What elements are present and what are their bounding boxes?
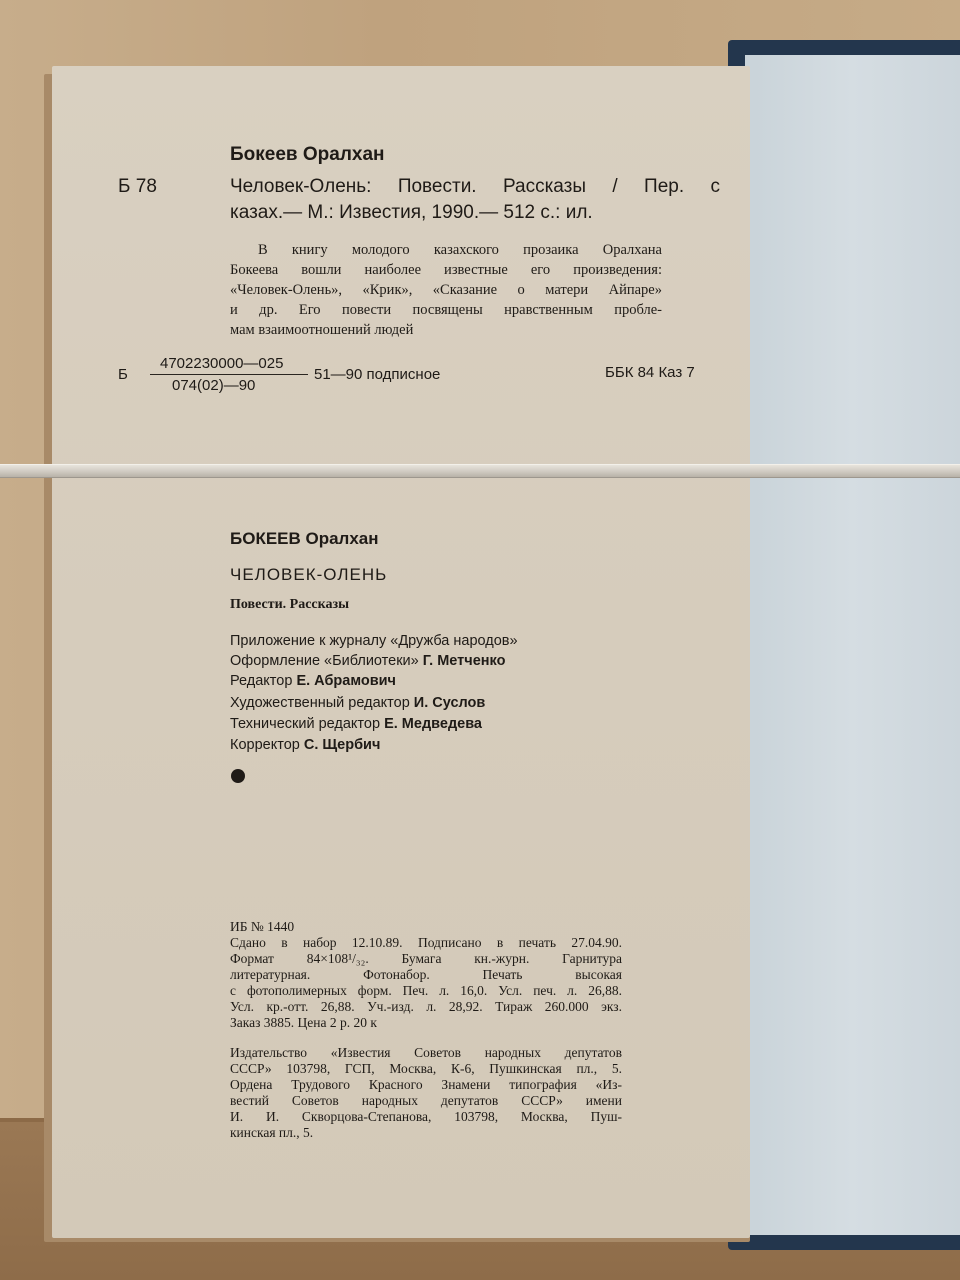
credit-role: Редактор [230, 673, 293, 689]
elastic-band [0, 464, 960, 478]
credit-role: Технический редактор [230, 716, 381, 732]
bibliographic-line-2: казах.— М.: Известия, 1990.— 512 с.: ил. [230, 202, 593, 223]
subscription-note: 51—90 подписное [314, 366, 441, 383]
credit-line [230, 653, 505, 669]
imprint-line: Заказ 3885. Цена 2 р. 20 к [230, 1015, 377, 1030]
imprint-line: Сдано в набор 12.10.89. Подписано в печать 27.04.90. [230, 935, 622, 950]
catalog-author: Бокеев Оралхан [230, 144, 385, 165]
credit-name: Е. Медведева [384, 716, 482, 732]
imprint-line: Усл. кр.-отт. 26,88. Уч.-изд. л. 28,92. Тираж 260.000 экз. [230, 999, 622, 1014]
bbk-index: ББК 84 Каз 7 [605, 364, 695, 381]
title-author [230, 529, 379, 549]
bullet-dot [231, 769, 245, 783]
imprint-line: литературная. Фотонабор. Печать высокая [230, 967, 622, 982]
credit-line [230, 716, 482, 732]
book-title: ЧЕЛОВЕК-ОЛЕНЬ [230, 565, 388, 584]
credit-role: Оформление «Библиотеки» [230, 653, 419, 669]
endpaper [745, 55, 960, 1235]
imprint-line: ИБ № 1440 [230, 919, 295, 934]
credit-name: Е. Абрамович [296, 673, 396, 689]
author-surname: БОКЕЕВ Оралхан [230, 529, 379, 548]
annotation-line: В книгу молодого казахского прозаика Оралхана [258, 242, 662, 258]
annotation-line: и др. Его повести посвящены нравственным пробле- [230, 302, 662, 318]
credit-name: Г. Метченко [422, 653, 506, 669]
annotation-line: «Человек-Олень», «Крик», «Сказание о матери Айпаре» [230, 282, 662, 298]
publisher-line: вестий Советов народных депутатов СССР» имени [230, 1093, 622, 1108]
credit-line [230, 737, 380, 753]
credit-line [230, 673, 396, 689]
publisher-line: Ордена Трудового Красного Знамени типография «Из- [230, 1077, 622, 1092]
credit-role: Приложение к журналу «Дружба народов» [230, 633, 518, 649]
credit-role: Художественный редактор [230, 695, 410, 711]
publisher-line: СССР» 103798, ГСП, Москва, К-6, Пушкинская пл., 5. [230, 1061, 622, 1076]
annotation-line: мам взаимоотношений людей [230, 322, 414, 338]
fraction-denominator: 074(02)—90 [172, 377, 256, 394]
credit-line [230, 695, 485, 711]
publisher-line: кинская пл., 5. [230, 1125, 314, 1140]
credit-role: Корректор [230, 737, 300, 753]
publisher-line: И. И. Скворцова-Степанова, 103798, Москва, Пуш- [230, 1109, 622, 1124]
credit-line [230, 633, 518, 649]
imprint-line: Формат 84×108¹/₃₂. Бумага кн.-журн. Гарнитура [230, 951, 622, 966]
fraction-numerator: 4702230000—025 [160, 355, 284, 372]
credit-name: С. Щербич [303, 737, 381, 753]
catalog-code: Б 78 [118, 176, 157, 197]
class-letter: Б [118, 366, 128, 383]
book-genre: Повести. Рассказы [230, 597, 350, 612]
publisher-line: Издательство «Известия Советов народных депутатов [230, 1045, 622, 1060]
fraction-bar [150, 374, 308, 375]
credit-name: И. Суслов [413, 695, 486, 711]
annotation-line: Бокеева вошли наиболее известные его произведения: [230, 262, 662, 278]
imprint-line: с фотополимерных форм. Печ. л. 16,0. Усл. печ. л. 26,88. [230, 983, 622, 998]
bibliographic-line-1: Человек-Олень: Повести. Рассказы / Пер. с [230, 176, 720, 197]
